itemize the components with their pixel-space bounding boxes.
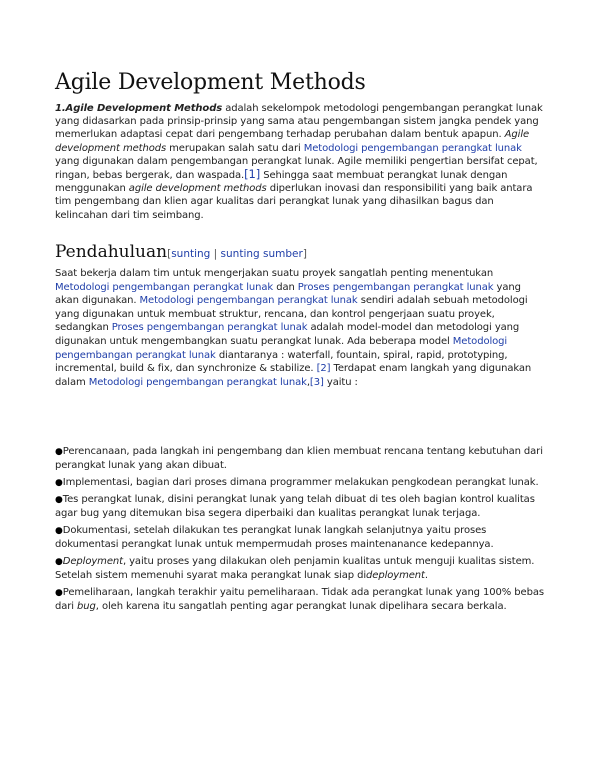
steps-list bbox=[55, 445, 550, 617]
body-text-8: , bbox=[306, 376, 310, 388]
edit-separator: | bbox=[210, 248, 221, 260]
bullet-icon: ● bbox=[55, 495, 63, 505]
section-title: Pendahuluan bbox=[55, 242, 168, 262]
list-item bbox=[55, 493, 550, 521]
body-paragraph bbox=[55, 267, 545, 389]
list-item bbox=[55, 586, 550, 614]
step-text: Implementasi, bagian dari proses dimana programmer melakukan pengkodean perangkat lunak. bbox=[62, 477, 539, 488]
bracket-open: [ bbox=[167, 248, 172, 260]
intro-italic-2: agile development methods bbox=[128, 183, 267, 195]
step-italic: Deployment bbox=[62, 556, 123, 567]
step-italic: deployment bbox=[366, 570, 425, 581]
edit-link[interactable]: sunting bbox=[171, 248, 211, 260]
page-title: Agile Development Methods bbox=[55, 70, 366, 95]
bullet-icon: ● bbox=[55, 526, 63, 536]
body-text-2: dan bbox=[273, 281, 298, 293]
bullet-icon: ● bbox=[55, 588, 63, 598]
body-text-6: diantaranya : waterfall, fountain, spiral, rapid, prototyping, incremental, build & fix, dan synchronize & stabilize. bbox=[55, 349, 508, 375]
edit-source-link[interactable]: sunting sumber bbox=[220, 248, 303, 260]
link-metodologi-4[interactable]: Metodologi pengembangan perangkat lunak bbox=[55, 335, 508, 361]
ref-1[interactable]: [1] bbox=[244, 167, 261, 182]
intro-italic-1: Agile development methods bbox=[55, 129, 530, 154]
list-item bbox=[55, 555, 550, 583]
step-text-end: , oleh karena itu sangatlah penting agar perangkat lunak dipelihara secara berkala. bbox=[95, 601, 507, 612]
list-item bbox=[55, 445, 550, 473]
step-text: Dokumentasi, setelah dilakukan tes perangkat lunak langkah selanjutnya yaitu proses dokumentasi perangkat lunak untuk mempermudah proses maintenanance kedepannya. bbox=[55, 525, 494, 550]
step-text: Pemeliharaan, langkah terakhir yaitu pemeliharaan. Tidak ada perangkat lunak yang 100% bebas dari bbox=[55, 587, 544, 612]
link-metodologi-5[interactable]: Metodologi pengembangan perangkat lunak bbox=[88, 376, 307, 388]
link-metodologi-1[interactable]: Metodologi pengembangan perangkat lunak bbox=[303, 142, 522, 154]
intro-text-5: diperlukan inovasi dan responsibiliti yang baik antara tim pengembang dan klien agar kualitas dari perangkat lunak yang dihasilkan bagus dan kelincahan dari tim seimbang. bbox=[55, 183, 533, 221]
intro-text-4: Sehingga saat membuat perangkat lunak dengan menggunakan bbox=[55, 170, 508, 195]
body-text-7: Terdapat enam langkah yang digunakan dalam bbox=[55, 363, 532, 388]
intro-text-2: merupakan salah satu dari bbox=[166, 142, 304, 154]
edit-links bbox=[167, 248, 307, 260]
link-proses-1[interactable]: Proses pengembangan perangkat lunak bbox=[297, 281, 494, 293]
list-item bbox=[55, 524, 550, 552]
body-text-5: adalah model-model dan metodologi yang digunakan untuk mengembangkan suatu perangkat lunak. Ada beberapa model bbox=[55, 322, 520, 347]
intro-lead: 1.Agile Development Methods bbox=[55, 103, 223, 114]
body-text-9: yaitu : bbox=[323, 376, 358, 388]
link-metodologi-3[interactable]: Metodologi pengembangan perangkat lunak bbox=[139, 295, 358, 307]
ref-2[interactable]: [2] bbox=[316, 363, 331, 375]
bullet-icon: ● bbox=[55, 447, 63, 457]
step-italic: bug bbox=[77, 601, 96, 612]
step-text: Perencanaan, pada langkah ini pengembang dan klien membuat rencana tentang kebutuhan dari perangkat lunak yang akan dibuat. bbox=[55, 446, 543, 471]
step-text: Tes perangkat lunak, disini perangkat lunak yang telah dibuat di tes oleh bagian kontrol kualitas agar bug yang ditemukan bisa segera diperbaiki dan kualitas perangkat lunak terjaga. bbox=[55, 494, 535, 519]
bullet-icon: ● bbox=[55, 557, 63, 567]
step-text: , yaitu proses yang dilakukan oleh penjamin kualitas untuk menguji kualitas sistem. Setelah sistem memenuhi syarat maka perangkat lunak siap di bbox=[55, 556, 535, 581]
link-metodologi-2[interactable]: Metodologi pengembangan perangkat lunak bbox=[55, 281, 274, 293]
step-text-end: . bbox=[424, 570, 428, 581]
ref-3[interactable]: [3] bbox=[309, 376, 324, 388]
list-item bbox=[55, 476, 550, 490]
body-text-1: Saat bekerja dalam tim untuk mengerjakan suatu proyek sangatlah penting menentukan bbox=[55, 268, 494, 279]
link-proses-2[interactable]: Proses pengembangan perangkat lunak bbox=[111, 322, 308, 334]
section-heading bbox=[55, 241, 307, 265]
intro-text-3: yang digunakan dalam pengembangan perangkat lunak. Agile memiliki pengertian bersifat cepat, ringan, bebas bergerak, dan waspada. bbox=[55, 155, 538, 182]
body-text-4: sendiri adalah sebuah metodologi yang digunakan untuk membuat struktur, rencana, dan kontrol pengerjaan suatu proyek, sedangkan bbox=[55, 295, 528, 334]
intro-paragraph bbox=[55, 102, 545, 222]
intro-text-1: adalah sekelompok metodologi pengembangan perangkat lunak yang didasarkan pada prinsip-prinsip yang sama atau pengembangan sistem jangka pendek yang memerlukan adaptasi cepat dari pengembang terhadap perubahan dalam bentuk apapun. bbox=[55, 103, 543, 141]
bracket-close: ] bbox=[302, 248, 307, 260]
bullet-icon: ● bbox=[55, 478, 63, 488]
body-text-3: yang akan digunakan. bbox=[55, 281, 521, 307]
